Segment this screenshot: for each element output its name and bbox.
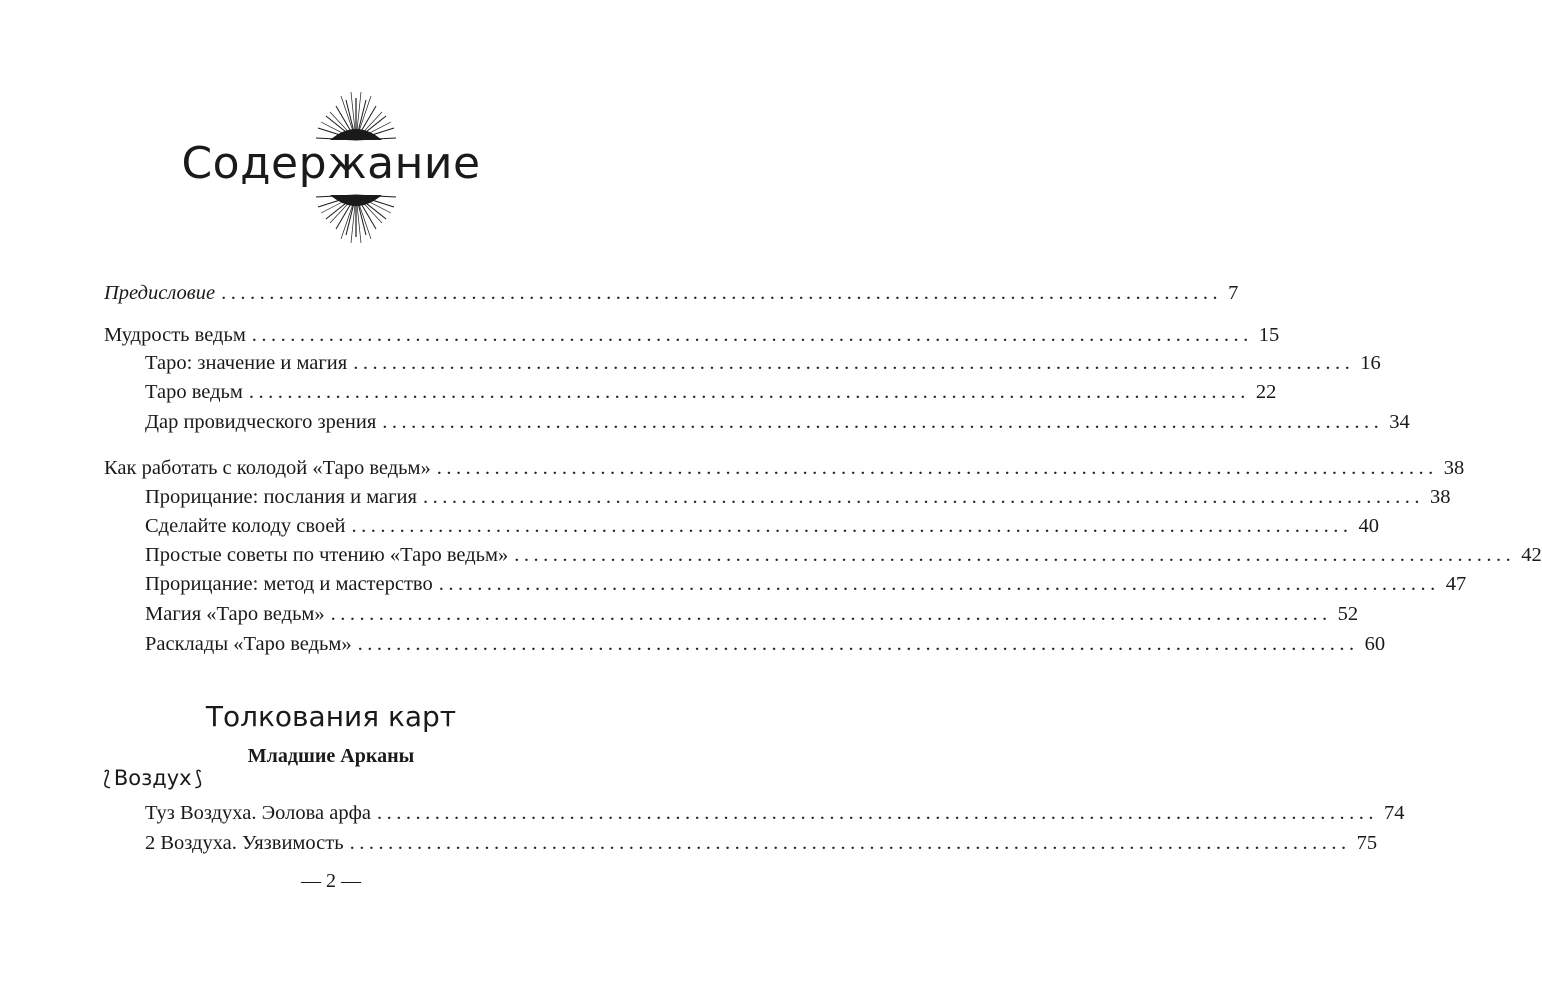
leader-dots: ........................................................................................................ (351, 515, 1353, 537)
toc-entry-page: 47 (1445, 573, 1467, 595)
toc-entry-page: 52 (1337, 603, 1359, 625)
toc-entry-page: 74 (1384, 802, 1405, 824)
toc-entry-page: 15 (1258, 324, 1280, 346)
leader-dots: ........................................................................................................ (353, 352, 1355, 374)
leader-dots: ........................................................................................................ (248, 381, 1250, 403)
toc-entry-label: Прорицание: метод и мастерство (145, 573, 433, 595)
toc-entry[interactable] (104, 454, 1465, 482)
leader-dots: ........................................................................................................ (436, 457, 1438, 479)
leader-dots: ........................................................................................................ (330, 603, 1332, 625)
toc-entry[interactable] (145, 541, 1542, 569)
toc-entry-label: Таро: значение и магия (145, 352, 348, 374)
toc-entry[interactable] (145, 378, 1277, 406)
toc-entry-page: 22 (1255, 381, 1277, 403)
toc-entry-page: 16 (1360, 352, 1381, 374)
toc-entry-page: 42 (1521, 544, 1542, 566)
toc-entry-page: 38 (1429, 486, 1451, 508)
toc-entry[interactable] (145, 570, 1467, 598)
toc-entry-label: Сделайте колоду своей (145, 515, 346, 537)
decorative-bracket-left-icon: ⟅ (103, 766, 111, 790)
toc-entry[interactable] (145, 799, 1405, 827)
toc-entry[interactable] (145, 349, 1381, 377)
leader-dots: ........................................................................................................ (422, 486, 1424, 508)
page-title: Содержание (181, 138, 481, 189)
toc-entry[interactable] (104, 279, 1239, 307)
toc-entry-label: 2 Воздуха. Уязвимость (145, 832, 344, 854)
toc-entry-label: Предисловие (104, 282, 216, 304)
toc-entry[interactable] (145, 512, 1379, 540)
leader-dots: ........................................................................................................ (377, 802, 1378, 824)
toc-entry-label: Туз Воздуха. Эолова арфа (145, 802, 371, 824)
leader-dots: ........................................................................................................ (438, 573, 1440, 595)
toc-entry-page: 60 (1364, 633, 1386, 655)
toc-entry-label: Расклады «Таро ведьм» (145, 633, 352, 655)
toc-entry-label: Таро ведьм (145, 381, 243, 403)
toc-entry-page: 7 (1228, 282, 1239, 304)
toc-entry-page: 34 (1389, 411, 1410, 433)
toc-entry-label: Магия «Таро ведьм» (145, 603, 325, 625)
toc-entry-page: 38 (1443, 457, 1465, 479)
sunburst-ornament-icon (316, 195, 396, 245)
leader-dots: ........................................................................................................ (382, 411, 1384, 433)
toc-entry-label: Мудрость ведьм (104, 324, 246, 346)
toc-entry-page: 75 (1356, 832, 1378, 854)
leader-dots: ........................................................................................................ (349, 832, 1351, 854)
toc-entry[interactable] (104, 321, 1280, 349)
section-title: Толкования карт (205, 700, 457, 733)
toc-entry-label: Дар провидческого зрения (145, 411, 377, 433)
leader-dots: ........................................................................................................ (514, 544, 1516, 566)
toc-entry-label: Простые советы по чтению «Таро ведьм» (145, 544, 509, 566)
toc-entry[interactable] (145, 483, 1451, 511)
leader-dots: ........................................................................................................ (221, 282, 1223, 304)
toc-entry-page: 40 (1358, 515, 1379, 537)
leader-dots: ........................................................................................................ (357, 633, 1359, 655)
sunburst-ornament-icon (316, 90, 396, 140)
decorative-bracket-right-icon: ⟆ (194, 766, 203, 790)
toc-entry-label: Прорицание: послания и магия (145, 486, 417, 508)
leader-dots: ........................................................................................................ (251, 324, 1253, 346)
element-heading (100, 766, 205, 790)
page-number: — 2 — (301, 870, 361, 892)
toc-entry[interactable] (145, 408, 1410, 436)
element-heading-label: Воздух (113, 766, 192, 790)
subsection-title: Младшие Арканы (247, 745, 415, 767)
toc-entry[interactable] (145, 600, 1359, 628)
toc-entry-label: Как работать с колодой «Таро ведьм» (104, 457, 431, 479)
toc-entry[interactable] (145, 630, 1386, 658)
toc-entry[interactable] (145, 829, 1378, 857)
